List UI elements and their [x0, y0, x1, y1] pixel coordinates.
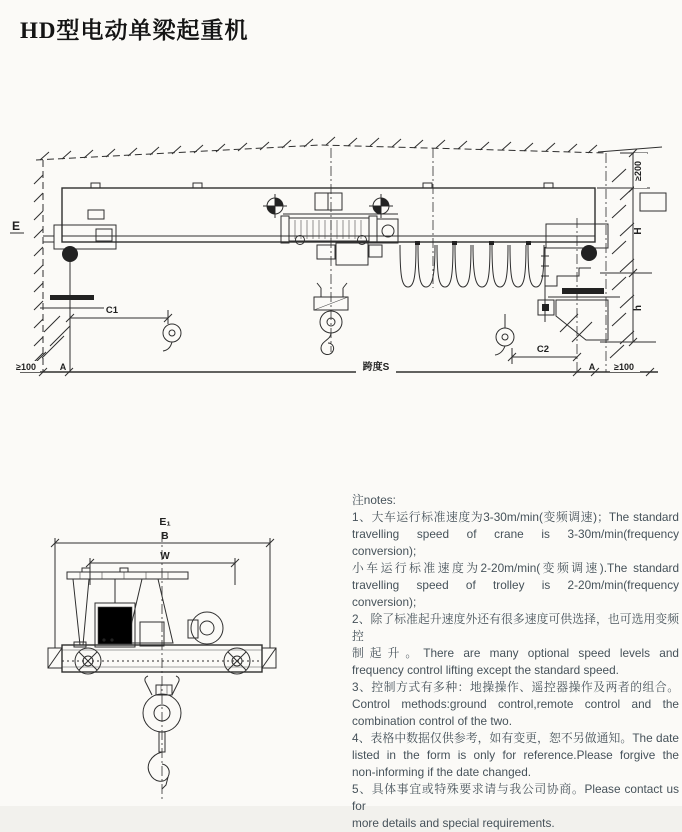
- note-line: combination control of the two.: [352, 714, 513, 728]
- note-line: listed in the form is only for reference.Please forgive the: [352, 748, 679, 762]
- note-line: 5、具体事宜或特殊要求请与我公司协商。Please contact us for: [352, 782, 679, 813]
- note-line: 2、除了标准起升速度外还有很多速度可供选择，也可选用变频控: [352, 612, 679, 643]
- note-line: non-informing if the date changed.: [352, 765, 532, 779]
- girder-beam: [62, 183, 595, 242]
- right-end-truck: [546, 218, 620, 372]
- end-carriage-structure: [48, 532, 276, 800]
- note-line: travelling speed of crane is 3-30m/min(frequency: [352, 527, 679, 541]
- dim-label-c1: C1: [105, 305, 119, 316]
- note-line: 制起升。There are many optional speed levels and: [352, 646, 679, 660]
- note-line: conversion);: [352, 595, 417, 609]
- dim-label-ge100-right: ≥100: [614, 362, 634, 372]
- dim-label-w: W: [160, 551, 170, 562]
- notes-block: [352, 492, 679, 832]
- note-line: conversion);: [352, 544, 417, 558]
- dim-label-H: H: [633, 227, 644, 235]
- dim-label-e1: E₁: [159, 516, 171, 528]
- dimension-labels: [10, 153, 647, 373]
- dim-label-h: h: [633, 304, 644, 312]
- page-title: HD型电动单梁起重机: [20, 18, 249, 43]
- note-line: travelling speed of trolley is 2-20m/min(frequency: [352, 578, 679, 592]
- festoon-cables: [400, 241, 544, 287]
- note-line: more details and special requirements.: [352, 816, 555, 830]
- end-view-drawing: [10, 500, 330, 806]
- dim-label-ge200: ≥200: [633, 161, 643, 181]
- left-end-truck: [40, 225, 116, 372]
- dim-label-a-left: A: [59, 362, 67, 372]
- note-line: 小车运行标准速度为2-20m/min(变频调速).The standard: [352, 561, 679, 575]
- notes-heading: 注notes:: [352, 493, 396, 507]
- dim-label-span: 跨度S: [362, 362, 390, 373]
- note-line: frequency control lifting except the standard speed.: [352, 663, 619, 677]
- dim-label-c2: C2: [536, 344, 550, 355]
- main-hook-block: [314, 148, 433, 355]
- dim-label-a-right: A: [588, 362, 596, 372]
- dim-label-e: E: [12, 219, 21, 233]
- note-line: 4、表格中数据仅供参考，如有变更，恕不另做通知。The date: [352, 731, 679, 745]
- hook-at-right-limit: [495, 314, 514, 355]
- dim-label-ge100-left: ≥100: [16, 362, 36, 372]
- note-line: 1、大车运行标准速度为3-30m/min(变频调速)；The standard: [352, 510, 679, 524]
- note-line: 3、控制方式有多种：地操操作、遥控器操作及两者的组合。: [352, 680, 679, 694]
- note-line: Control methods:ground control,remote control and the: [352, 697, 679, 711]
- hook-at-left-limit: [163, 310, 181, 351]
- building-outline: [20, 137, 666, 372]
- dim-label-b: B: [161, 531, 169, 542]
- hoist-trolley: [281, 214, 398, 265]
- dimension-lines: [39, 149, 656, 376]
- front-elevation-drawing: [0, 90, 682, 400]
